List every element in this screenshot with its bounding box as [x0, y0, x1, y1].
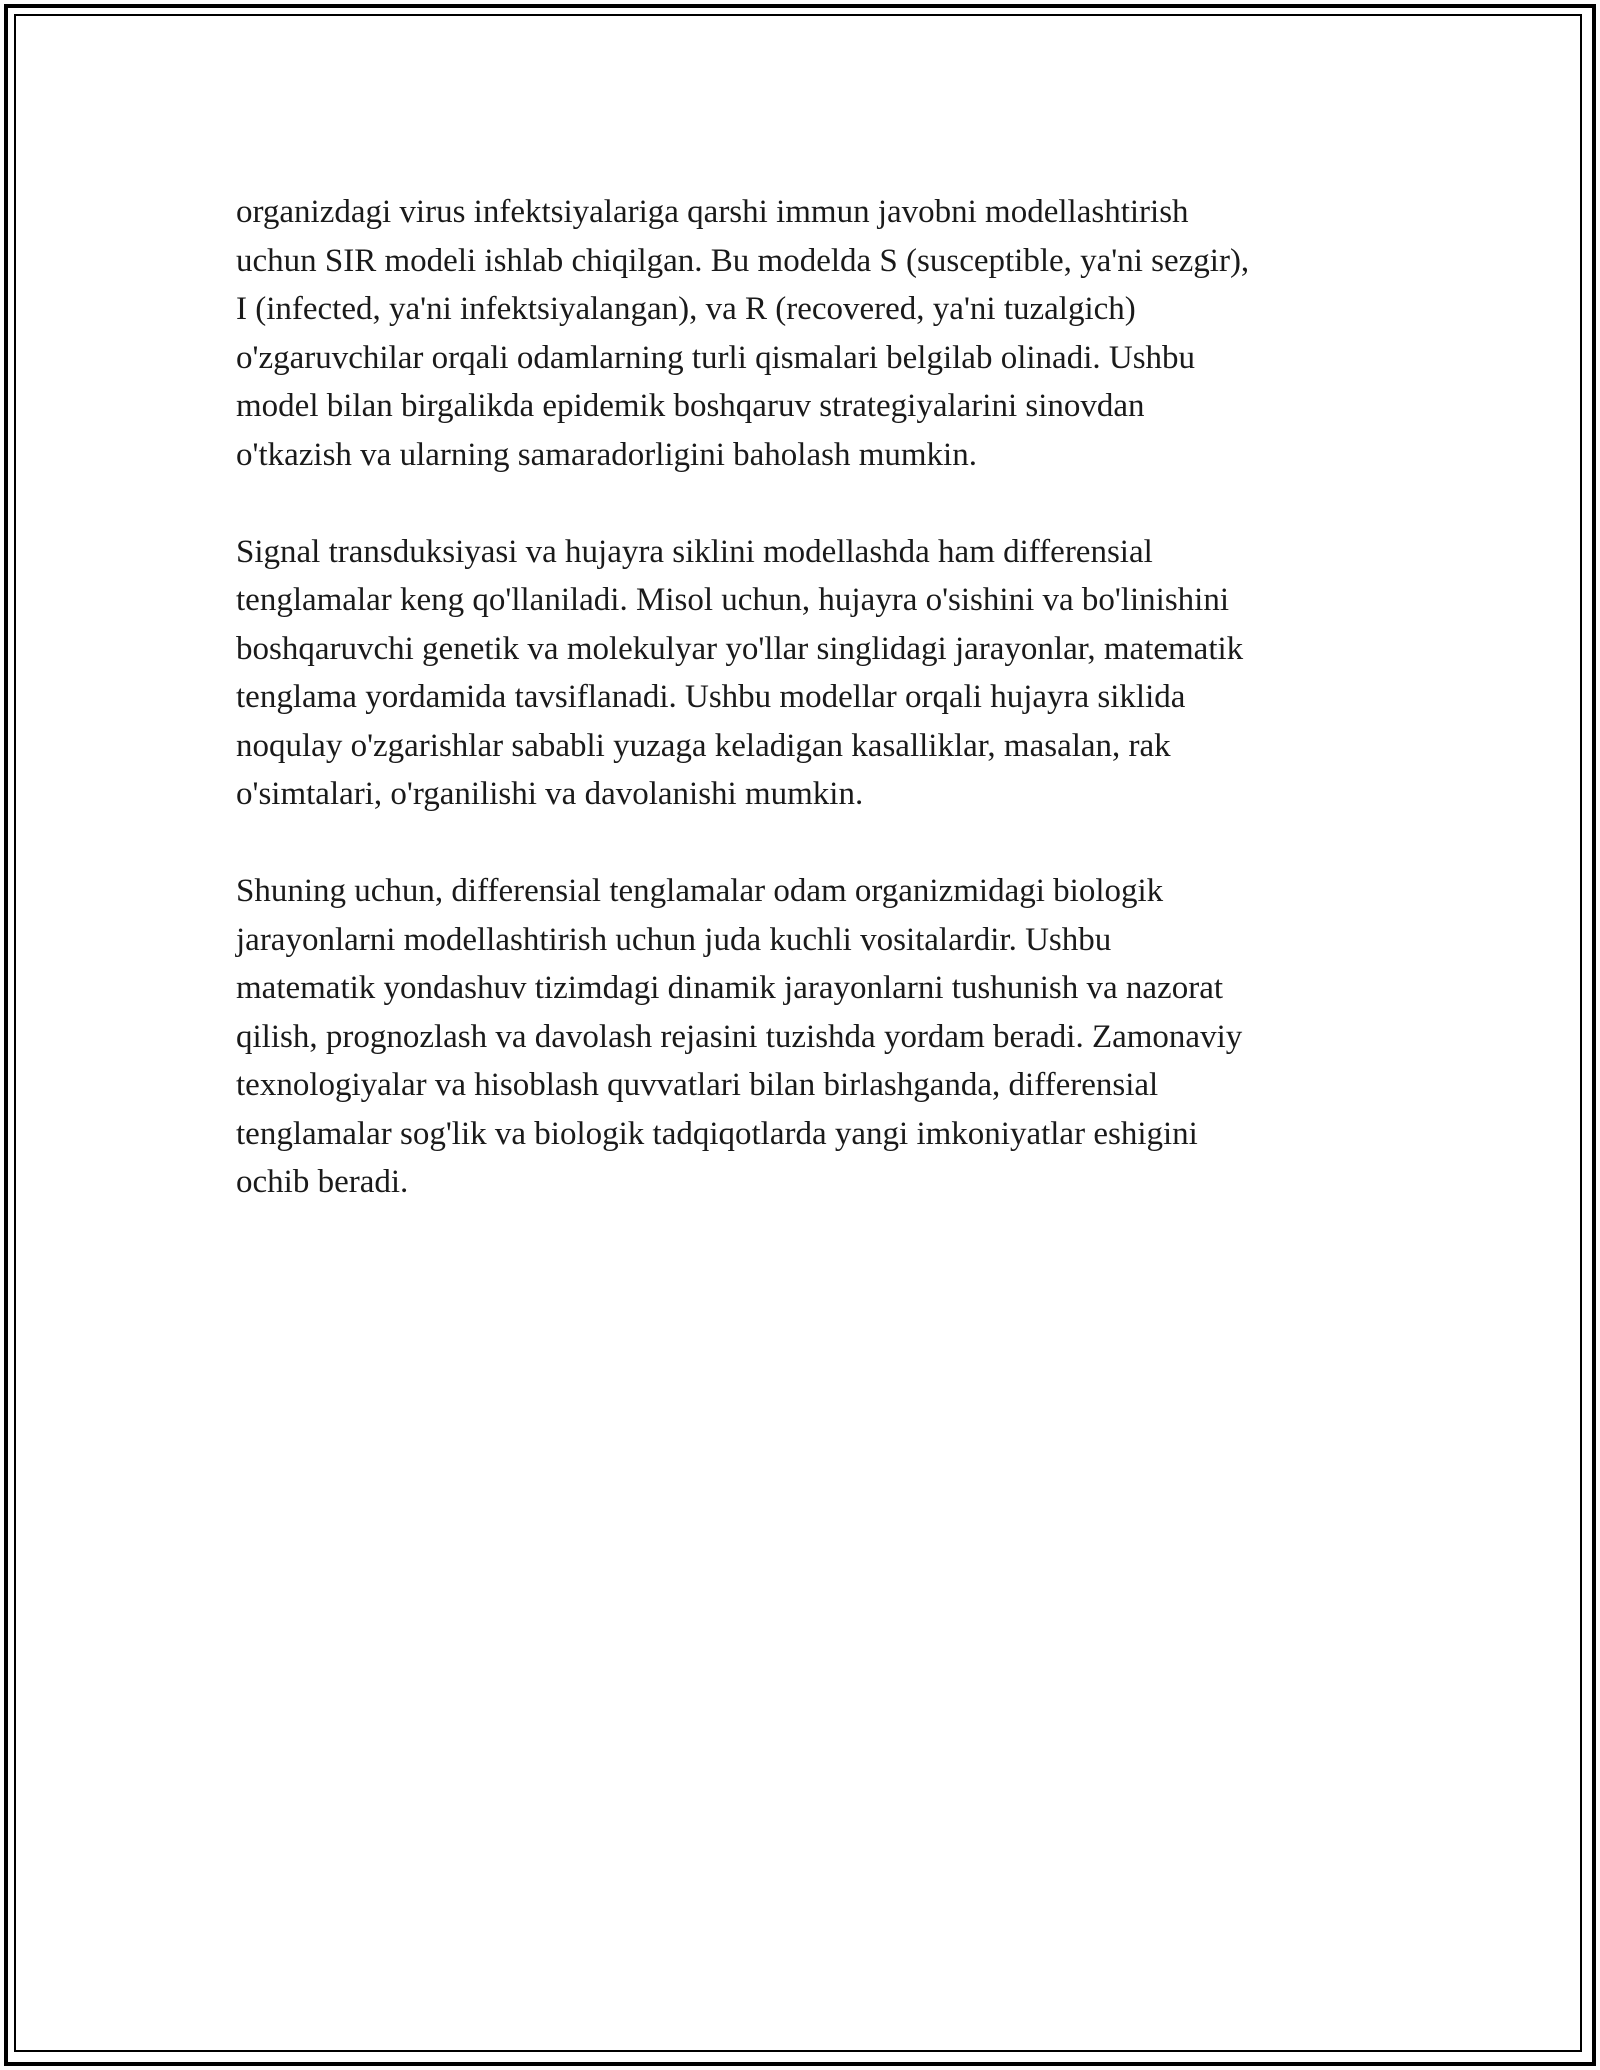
paragraph-conclusion: Shuning uchun, differensial tenglamalar odam organizmidagi biologik jarayonlarni modellashtirish uchun juda kuchli vositalardir. Ushbu matematik yondashuv tizimdagi dinamik jarayonlarni tushunish va nazorat qilish, prognozlash va davolash rejasini tuzishda yordam beradi. Zamonaviy texnologiyalar va hisoblash quvvatlari bilan birlashganda, differensial tenglamalar sog'lik va biologik tadqiqotlarda yangi imkoniyatlar eshigini ochib beradi. — [236, 873, 1243, 1200]
paragraph-signal-transduction: Signal transduksiyasi va hujayra siklini modellashda ham differensial tenglamalar keng qo'llaniladi. Misol uchun, hujayra o'sishini va bo'linishini boshqaruvchi genetik va molekulyar yo'llar singlidagi jarayonlar, matematik tenglama yordamida tavsiflanadi. Ushbu modellar orqali hujayra siklida noqulay o'zgarishlar sababli yuzaga keladigan kasalliklar, masalan, rak o'simtalari, o'rganilishi va davolanishi mumkin. — [236, 533, 1244, 812]
paragraph-sir-model: organizdagi virus infektsiyalariga qarshi immun javobni modellashtirish uchun SIR modeli ishlab chiqilgan. Bu modelda S (susceptible, ya'ni sezgir), I (infected, ya'ni infektsiyalangan), va R (recovered, ya'ni tuzalgich) o'zgaruvchilar orqali odamlarning turli qismalari belgilab olinadi. Ushbu model bilan birgalikda epidemik boshqaruv strategiyalarini sinovdan o'tkazish va ularning samaradorligini baholash mumkin. — [236, 194, 1250, 473]
document-body — [236, 188, 1376, 1255]
